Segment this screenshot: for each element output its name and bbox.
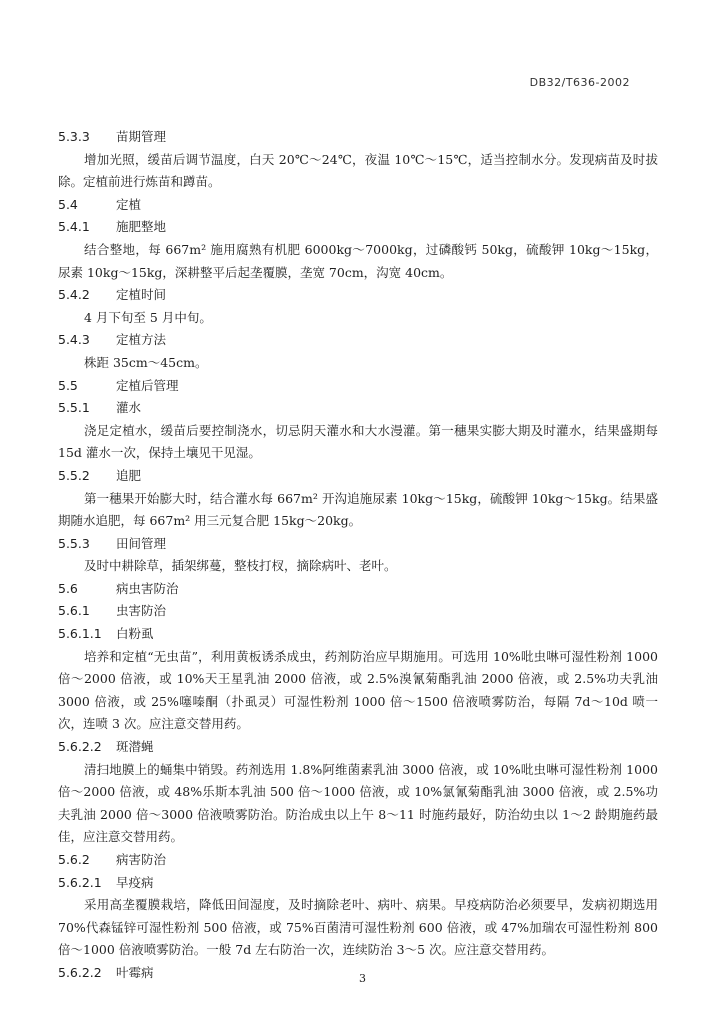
section-title: 定植时间 (116, 287, 167, 303)
section-number: 5.6.2 (58, 852, 90, 867)
section-number: 5.6.2.1 (58, 874, 102, 890)
section-heading (58, 872, 658, 895)
section-heading (58, 623, 658, 646)
paragraph: 增加光照，缓苗后调节温度，白天 20℃～24℃，夜温 10℃～15℃，适当控制水分。发现病苗及时拔除。定植前进行炼苗和蹲苗。 (58, 151, 658, 190)
section-title: 白粉虱 (116, 626, 154, 642)
section-title: 定植后管理 (116, 377, 179, 393)
section-number: 5.4 (58, 196, 78, 212)
section-number: 5.3.3 (58, 129, 90, 144)
section-heading (58, 849, 658, 872)
section-title: 定植方法 (116, 332, 167, 348)
document-body (58, 126, 658, 985)
section-title: 叶霉病 (116, 964, 154, 980)
paragraph: 浇足定植水，缓苗后要控制浇水，切忌阴天灌水和大水漫灌。第一穗果实膨大期及时灌水，结果盛期每 15d 灌水一次，保持土壤见干见湿。 (58, 422, 658, 461)
section-number: 5.4.1 (58, 219, 90, 235)
section-number: 5.6 (58, 580, 78, 596)
section-title: 施肥整地 (116, 219, 167, 235)
section-title: 病害防治 (116, 852, 167, 867)
section-number: 5.6.2.2 (58, 739, 102, 755)
section-title: 定植 (116, 196, 142, 212)
section-number: 5.6.2.2 (58, 964, 102, 980)
paragraph: 结合整地，每 667m² 施用腐熟有机肥 6000kg～7000kg，过磷酸钙 50kg，硫酸钾 10kg～15kg，尿素 10kg～15kg，深耕整平后起垄覆膜，垄宽 70cm，沟宽 40cm。 (58, 241, 658, 280)
section-title: 斑潜蝇 (116, 739, 154, 755)
paragraph: 第一穗果开始膨大时，结合灌水每 667m² 开沟追施尿素 10kg～15kg，硫酸钾 10kg～15kg。结果盛期随水追肥，每 667m² 用三元复合肥 15kg～20kg。 (58, 490, 658, 529)
section-heading (58, 533, 658, 556)
section-number: 5.5.2 (58, 467, 90, 483)
section-heading (58, 736, 658, 759)
section-title: 追肥 (116, 467, 142, 483)
section-title: 虫害防治 (116, 603, 167, 619)
page-number: 3 (359, 972, 366, 985)
section-number: 5.5.3 (58, 535, 90, 551)
section-heading (58, 375, 658, 398)
section-number: 5.5 (58, 377, 78, 393)
section-title: 病虫害防治 (116, 580, 179, 596)
section-heading (58, 600, 658, 623)
section-number: 5.5.1 (58, 400, 90, 416)
section-number: 5.4.2 (58, 287, 90, 303)
section-number: 5.6.1.1 (58, 626, 102, 642)
section-heading (58, 194, 658, 217)
section-heading (58, 465, 658, 488)
section-heading (58, 216, 658, 239)
paragraph: 采用高垄覆膜栽培，降低田间湿度，及时摘除老叶、病叶、病果。早疫病防治必须要早，发病初期选用 70%代森锰锌可湿性粉剂 500 倍液，或 75%百菌清可湿性粉剂 600 倍液，或 47%加瑞农可湿性粉剂 800 倍～1000 倍液喷雾防治。一般 7d 左右防治一次，连续防治 3～5 次。应注意交替用药。 (58, 897, 658, 958)
section-number: 5.6.1 (58, 603, 90, 619)
section-title: 田间管理 (116, 535, 167, 551)
section-heading (58, 126, 658, 149)
section-number: 5.4.3 (58, 332, 90, 348)
section-heading (58, 284, 658, 307)
section-title: 苗期管理 (116, 129, 167, 144)
paragraph: 株距 35cm～45cm。 (84, 354, 208, 370)
paragraph: 及时中耕除草，插架绑蔓，整枝打杈，摘除病叶、老叶。 (84, 558, 397, 574)
section-title: 早疫病 (116, 874, 154, 890)
paragraph: 培养和定植“无虫苗”，利用黄板诱杀成虫，药剂防治应早期施用。可选用 10%吡虫啉可湿性粉剂 1000 倍～2000 倍液，或 10%天王星乳油 2000 倍液，或 2.5%溴氰菊酯乳油 2000 倍液，或 2.5%功夫乳油 3000 倍液，或 25%噻嗪酮（扑虱灵）可湿性粉剂 1000 倍～1500 倍液喷雾防治，每隔 7d～10d 喷一次，连喷 3 次。应注意交替用药。 (58, 648, 658, 732)
paragraph: 清扫地膜上的蛹集中销毁。药剂选用 1.8%阿维菌素乳油 3000 倍液，或 10%吡虫啉可湿性粉剂 1000 倍～2000 倍液，或 48%乐斯本乳油 500 倍～1000 倍液，或 10%氯氰菊酯乳油 3000 倍液，或 2.5%功夫乳油 2000 倍～3000 倍液喷雾防治。防治成虫以上午 8～11 时施药最好，防治幼虫以 1～2 龄期施药最佳，应注意交替用药。 (58, 761, 658, 845)
document-number: DB32/T636-2002 (529, 76, 630, 89)
section-title: 灌水 (116, 400, 142, 416)
section-heading (58, 578, 658, 601)
section-heading (58, 397, 658, 420)
paragraph: 4 月下旬至 5 月中旬。 (84, 309, 212, 325)
section-heading (58, 329, 658, 352)
